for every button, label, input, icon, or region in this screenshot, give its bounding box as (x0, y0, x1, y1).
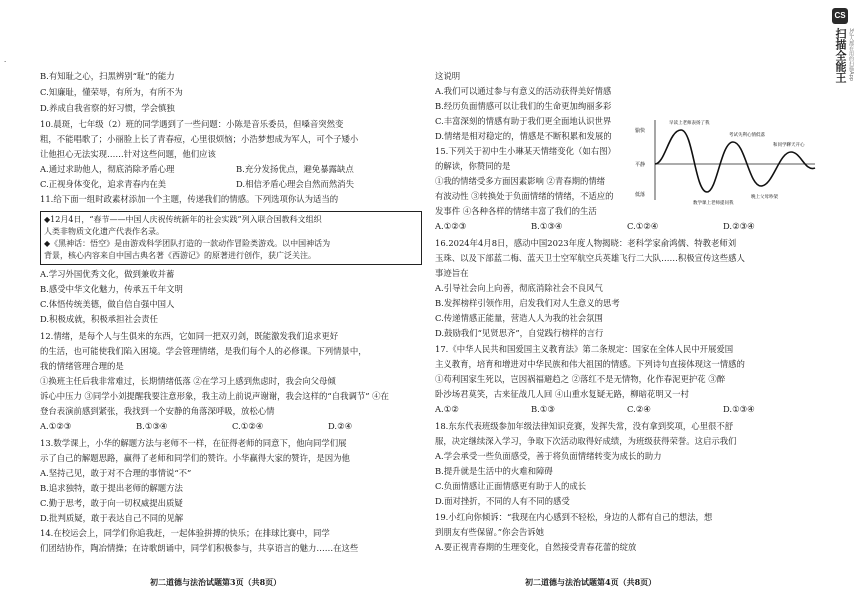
page-footer: 初二道德与法治试题第3页（共8页） (150, 577, 282, 587)
left-option: A.学习外国优秀文化，做到兼收并蓄 (40, 269, 175, 279)
brand-tagline: 3亿人都在用的扫描App (848, 28, 854, 81)
material-line: ◆《黑神话：悟空》是由游戏科学团队打造的一款动作冒险类游戏。以中国神话为 (44, 239, 331, 248)
right-option: A.引导社会向上向善，彻底消除社会不良风气 (435, 283, 603, 293)
right-option: C.①②④ (627, 221, 659, 231)
right-line: 发事件 ④各种各样的情绪丰富了我们的生活 (435, 206, 597, 216)
left-line: 13.数学课上，小华的解题方法与老师不一样，在征得老师的同意下，他向同学们展 (40, 438, 347, 448)
emotion-curve-figure (633, 116, 818, 206)
right-line: 玉珠、以及下部蓝二梅、蓝天卫士空军航空兵英雄飞行二大队……积极宣传这些感人 (435, 253, 745, 263)
right-option: A.①② (435, 404, 459, 414)
figure-label: 数学课上老师提问我 (693, 201, 734, 206)
right-option: D.面对挫折，不同的人有不同的感受 (435, 496, 570, 506)
right-option: D.情绪是相对稳定的，情感是不断积累和发展的 (435, 131, 612, 141)
right-line: 15.下列关于初中生小琳某天情绪变化（如右图） (435, 146, 616, 156)
left-option: B.追求独特，敢于提出老师的解题方法 (40, 483, 183, 493)
emotion-curve (655, 130, 815, 192)
left-option: C.正视身体变化，追求青春内在美 (40, 179, 167, 189)
left-option: D.积极成就，积极承担社会责任 (40, 314, 158, 324)
material-box (40, 211, 422, 265)
right-option: C.②④ (627, 404, 651, 414)
scan-mark: · (4, 58, 7, 66)
left-option: A.①②③ (40, 421, 72, 431)
right-line: 主义教育，培育和增进对中华民族和伟大祖国的情感。下列诗句直接体现这一情感的 (435, 359, 745, 369)
left-option: C.①②④ (232, 421, 264, 431)
material-line: 背景，核心内容来自中国古典名著《西游记》的原著进行创作，获广泛关注。 (44, 251, 316, 260)
left-option: C.体悟传统美德，做自信自强中国人 (40, 299, 175, 309)
right-option: C.传递情感正能量，营造人人为我的社会氛围 (435, 313, 603, 323)
left-line: 让他担心无法实现……针对这些问题，他们应该 (40, 149, 216, 159)
left-line: B.有知耻之心，扫黑辨别“耻”的能力 (40, 71, 175, 81)
figure-label: 晚上父母吵架 (751, 195, 778, 200)
left-line: 10.晨斑，七年级（2）班的同学遇到了一些问题：小陈是音乐委员，但嗓音突然变 (40, 119, 344, 129)
right-option: B.①③ (531, 404, 555, 414)
material-line: 人类非物质文化遗产代表作名录。 (44, 227, 164, 236)
right-line: 16.2024年4月8日，感动中国2023年度人物揭晓：老科学家俞鸿儒、特教老师刘 (435, 238, 737, 248)
left-option: D.②④ (328, 421, 353, 431)
right-line: 服，决定继续深入学习，争取下次活动取得好成绩，为班级获得荣誉。这启示我们 (435, 436, 737, 446)
right-option: D.鼓励我们“见贤思齐”，自觉践行榜样的言行 (435, 328, 604, 338)
right-option: A.要正视青春期的生理变化，自然接受青春花蕾的绽放 (435, 542, 637, 552)
camscanner-logo-icon: CS (832, 8, 848, 24)
left-line: C.知廉耻，懂荣辱，有所为，有所不为 (40, 87, 183, 97)
right-option: D.②③④ (723, 221, 755, 231)
left-line: 14.在校运会上，同学们你追我赶，一起体验拼搏的快乐；在排球比赛中，同学 (40, 528, 330, 538)
right-option: B.提升就是生活中的火难和障碍 (435, 466, 553, 476)
left-option: A.通过求助他人，彻底消除矛盾心理 (40, 164, 175, 174)
left-line: 我的情绪管理合理的是 (40, 361, 124, 371)
right-option: A.学会承受一些负面感受，善于将负面情绪转变为成长的助力 (435, 451, 662, 461)
axis-label: 愉快 (635, 128, 646, 134)
right-line: ①苟利国家生死以，岂因祸福避趋之 ②落红不是无情物，化作春泥更护花 ③醉 (435, 374, 726, 384)
right-line: 事迹旨在 (435, 268, 469, 278)
left-line: D.养成自我省察的好习惯，学会慎独 (40, 103, 175, 113)
left-option: C.勤于思考，敢于向一切权威提出质疑 (40, 498, 183, 508)
right-line: 的解读，你赞同的是 (435, 161, 511, 171)
scanner-brand (830, 8, 852, 118)
right-option: C.丰富深刻的情感有助于我们更全面地认识世界 (435, 116, 612, 126)
page-footer: 初二道德与法治试题第4页（共8页） (525, 577, 657, 587)
right-line: 这说明 (435, 71, 461, 81)
left-option: D.相信矛盾心理会自然而然消失 (236, 179, 354, 189)
right-option: B.发挥榜样引领作用，启发我们对人生意义的思考 (435, 298, 620, 308)
right-option: D.①③④ (723, 404, 755, 414)
left-line: 们团结协作，陶冶情操；在诗歌朗诵中，同学们积极参与，共享语言的魅力……在这些 (40, 543, 359, 553)
right-option: A.①②③ (435, 221, 467, 231)
left-option: D.批判质疑，敢于表达自己不同的见解 (40, 513, 184, 523)
figure-label: 考试失利心情低落 (729, 133, 765, 138)
brand-name: 扫描全能王 (834, 28, 847, 83)
right-line: 卧沙场君莫笑，古来征战几人回 ④山重水复疑无路，柳暗花明又一村 (435, 389, 689, 399)
left-option: B.感受中华文化魅力，传承五千年文明 (40, 284, 183, 294)
right-line: 19.小红向你倾诉：“我现在内心感到不轻松，身边的人都有自己的想法，想 (435, 512, 713, 522)
right-page (435, 0, 823, 608)
right-option: C.负面情感让正面情感更有助于人的成长 (435, 481, 587, 491)
left-line: ①换班主任后我非常难过，长期情绪低落 ②在学习上感到焦虑时，我会向父母倾 (40, 376, 336, 386)
left-line: 粗，不能唱歌了；小丽脸上长了青春痘，心里很烦恼；小浩梦想成为军人，可个子矮小 (40, 134, 359, 144)
left-option: B.①③④ (136, 421, 168, 431)
axis-label: 低落 (635, 192, 646, 198)
right-line: 17.《中华人民共和国爱国主义教育法》第二条规定：国家在全体人民中开展爱国 (435, 344, 734, 354)
left-line: 诉心中压力 ③同学小刘提醒我要注意形象，我主动上前说声谢谢，我会这样的“自我调节” ④在 (40, 391, 389, 401)
axis-label: 平静 (635, 162, 646, 168)
right-option: B.经历负面情感可以让我们的生命更加绚丽多彩 (435, 101, 612, 111)
left-line: 登台表演前感到紧张，我找到一个安静的角落深呼吸，放松心情 (40, 406, 275, 416)
left-line: 的生活，也可能使我们陷入困境。学会管理情绪，是我们每个人的必修课。下列情景中， (40, 346, 367, 356)
right-option: B.①③④ (531, 221, 563, 231)
figure-label: 早读上老师表扬了我 (669, 121, 710, 126)
left-line: 11.给下面一组时政素材添加一个主题，传递我们的情感。下列选项你认为适当的 (40, 194, 339, 204)
left-page (40, 0, 422, 608)
right-line: 有波动性 ③转换处于负面情绪的情绪，不适应的 (435, 191, 614, 201)
left-option: A.坚持己见，敢于对不合理的事情说“不” (40, 468, 192, 478)
right-line: 18.东东代表班级参加年级法律知识竞赛，发挥失常，没有拿到奖项，心里很不舒 (435, 421, 734, 431)
figure-label: 和同学聊天开心 (773, 143, 805, 148)
left-option: B.充分发扬优点，避免暴露缺点 (236, 164, 354, 174)
left-line: 示了自己的解题思路，赢得了老师和同学们的赞许。小华赢得大家的赞许，是因为他 (40, 453, 350, 463)
right-option: A.我们可以通过参与有意义的活动获得美好情感 (435, 86, 612, 96)
right-line: ①我的情绪受多方面因素影响 ②青春期的情绪 (435, 176, 606, 186)
right-line: 到朋友有些保留。”你会告诉她 (435, 527, 544, 537)
left-line: 12.情绪，是每个人与生俱来的东西，它如同一把双刃剑，既能激发我们追求更好 (40, 331, 339, 341)
material-line: ◆12月4日，“春节——中国人庆祝传统新年的社会实践”列入联合国教科文组织 (44, 215, 322, 224)
